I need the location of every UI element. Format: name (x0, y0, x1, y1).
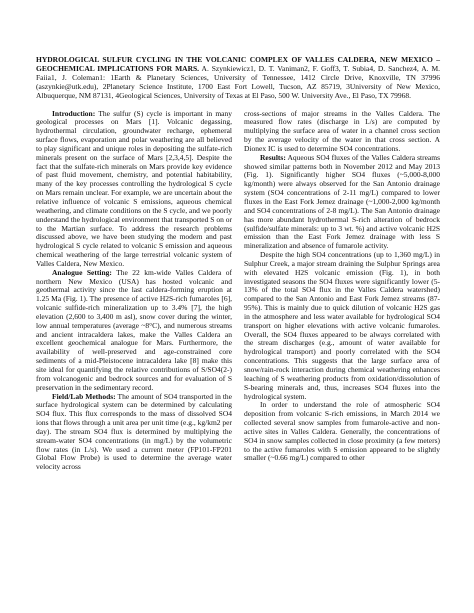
paper-title: HYDROLOGICAL SULFUR CYCLING IN THE VOLCANIC COMPLEX OF VALLES CALDERA, NEW MEXICO – GEOCHEMICAL IMPLICATIONS FOR MARS. (36, 55, 440, 73)
author-affiliations: A. Szynkiewicz1, D. T. Vaniman2, F. Goff3, T. Subia4, D. Sanchez4, A. M. Faiia1, J. Coleman1: 1Earth & Planetary Sciences, University of Tennessee, 1412 Circle Drive, Knoxville, TN 37996 (aszynkie@utk.edu), 2Planetary Science Institute, 1700 East Fort Lowell, Tucson, AZ 85719, 3University of New Mexico, Albuquerque, NM 87131, 4Geological Sciences, University of Texas at El Paso, 500 W. University Ave., El Paso, TX 79968. (36, 63, 441, 100)
two-column-body (36, 110, 440, 606)
results-heading: Results: (260, 152, 286, 162)
methods-heading: Field/Lab Methods: (52, 391, 116, 401)
abstract-header (36, 56, 440, 101)
analogue-paragraph (36, 269, 232, 393)
results-paragraph (244, 154, 440, 251)
introduction-heading: Introduction: (52, 109, 96, 118)
introduction-paragraph (36, 110, 232, 269)
analogue-heading: Analogue Setting: (52, 267, 112, 277)
snow-samples-paragraph: In order to understand the role of atmospheric SO4 deposition from volcanic S-rich emissions, in March 2014 we collected several snow samples from fumarole-active and non-active sites in Valles Caldera. Generally, the concentrations of SO4 in snow samples collected in close proximity (a few meters) to the active fumaroles with S emission appeared to be slightly smaller (~0.66 mg/L) compared to other (244, 400, 440, 463)
right-column (244, 110, 440, 606)
methods-paragraph (36, 393, 232, 473)
introduction-text: The sulfur (S) cycle is important in many geological processes on Mars [1]. Volcanic degassing, hydrothermal circulation, groundwater recharge, ephemeral surface flows, evaporation and polar weathering are all believed to play significant and unique roles in depositing the sulfate-rich minerals present on the surface of Mars [2,3,4,5]. Despite the fact that the sulfate-rich minerals on Mars provide key evidence of past fluid movement, chemistry, and potential habitability, many of the key processes controlling the hydrological S cycle on Mars remain unclear. For example, we are uncertain about the relative influence of volcanic S emissions, aqueous chemical weathering, and climate conditions on the S cycle, and we poorly understand the hydrological environment that transported S on or to the Martian surface. To address the research problems discussed above, we have been studying the modern and past hydrological S cycle related to volcanic S emission and aqueous chemical weathering of the large terrestrial volcanic system of Valles Caldera, New Mexico. (36, 109, 232, 268)
sulphur-creek-paragraph: Despite the high SO4 concentrations (up to 1,360 mg/L) in Sulphur Creek, a major stream draining the Sulphur Springs area with elevated H2S volcanic emission (Fig. 1), in both investigated seasons the SO4 fluxes were significantly lower (5-13% of the total SO4 flux in the Valles Caldera watershed) compared to the San Antonio and East Fork Jemez streams (87-95%). This is mainly due to quick dilution of volcanic H2S gas in the atmosphere and less water available for hydrological SO4 transport on higher elevations with active volcanic fumaroles. Overall, the SO4 fluxes appeared to be always correlated with the stream discharges (e.g., amount of water available for hydrological transport) and poorly correlated with the SO4 concentrations. This suggests that the large surface area of snow/rain-rock interaction during chemical weathering enhances leaching of S weathering products from oxidation/dissolution of S-bearing minerals and, thus, increases SO4 fluxes into the hydrological system. (244, 250, 440, 401)
results-text: Aqueous SO4 fluxes of the Valles Caldera streams showed similar patterns both in November 2012 and May 2013 (Fig. 1). Significantly higher SO4 fluxes (~5,000-8,000 kg/month) were always observed for the San Antonio drainage system (SO4 concentrations of 2-11 mg/L) compared to lower fluxes in the East Fork Jemez drainage (~1,000-2,000 kg/month and SO4 concentrations of 2-8 mg/L). The San Antonio drainage has more abundant hydrothermal S-rich alteration of bedrock (sulfide/sulfate minerals: up to 3 wt. %) and active volcanic H2S emission than the East Fork Jemez drainage with less S mineralization and absence of fumarole activity. (244, 152, 440, 251)
page (36, 56, 440, 596)
left-column (36, 110, 232, 606)
methods-text: The amount of SO4 transported in the surface hydrological system can be determined by calculating SO4 flux. This flux corresponds to the mass of dissolved SO4 ions that flows through a unit area per unit time (e.g., kg/km2 per day). The stream SO4 flux is determined by multiplying the stream-water SO4 concentrations (in mg/L) by the volumetric flow rates (in L/s). We used a current meter (FP101-FP201 Global Flow Probe) is used to determine the average water velocity across (36, 391, 232, 472)
methods-continuation: cross-sections of major streams in the Valles Caldera. The measured flow rates (discharge in L/s) are computed by multiplying the surface area of water in a channel cross section by the average velocity of the water in that cross section. A Dionex IC is used to determine SO4 concentrations. (244, 109, 440, 153)
analogue-text: The 22 km-wide Valles Caldera of northern New Mexico (USA) has hosted volcanic and geothermal activity since the last caldera-forming eruption at 1.25 Ma (Fig. 1). The presence of active H2S-rich fumaroles [6], volcanic sulfide-rich mineralization up to 3.4% [7], the high elevation (2,600 to 3,400 m asl), snow cover during the winter, low annual temperatures (average ~8°C), and numerous streams and ancient intracaldera lakes, make the Valles Caldera an excellent geochemical analogue for Mars. Furthermore, the availability of well-preserved and age-constrained core sediments of a mid-Pleistocene intracaldera lake [8] make this site ideal for quantifying the relative contributions of S/SO4(2-) from volcanogenic and bedrock sources and for evaluation of S preservation in the sedimentary record. (36, 267, 232, 392)
